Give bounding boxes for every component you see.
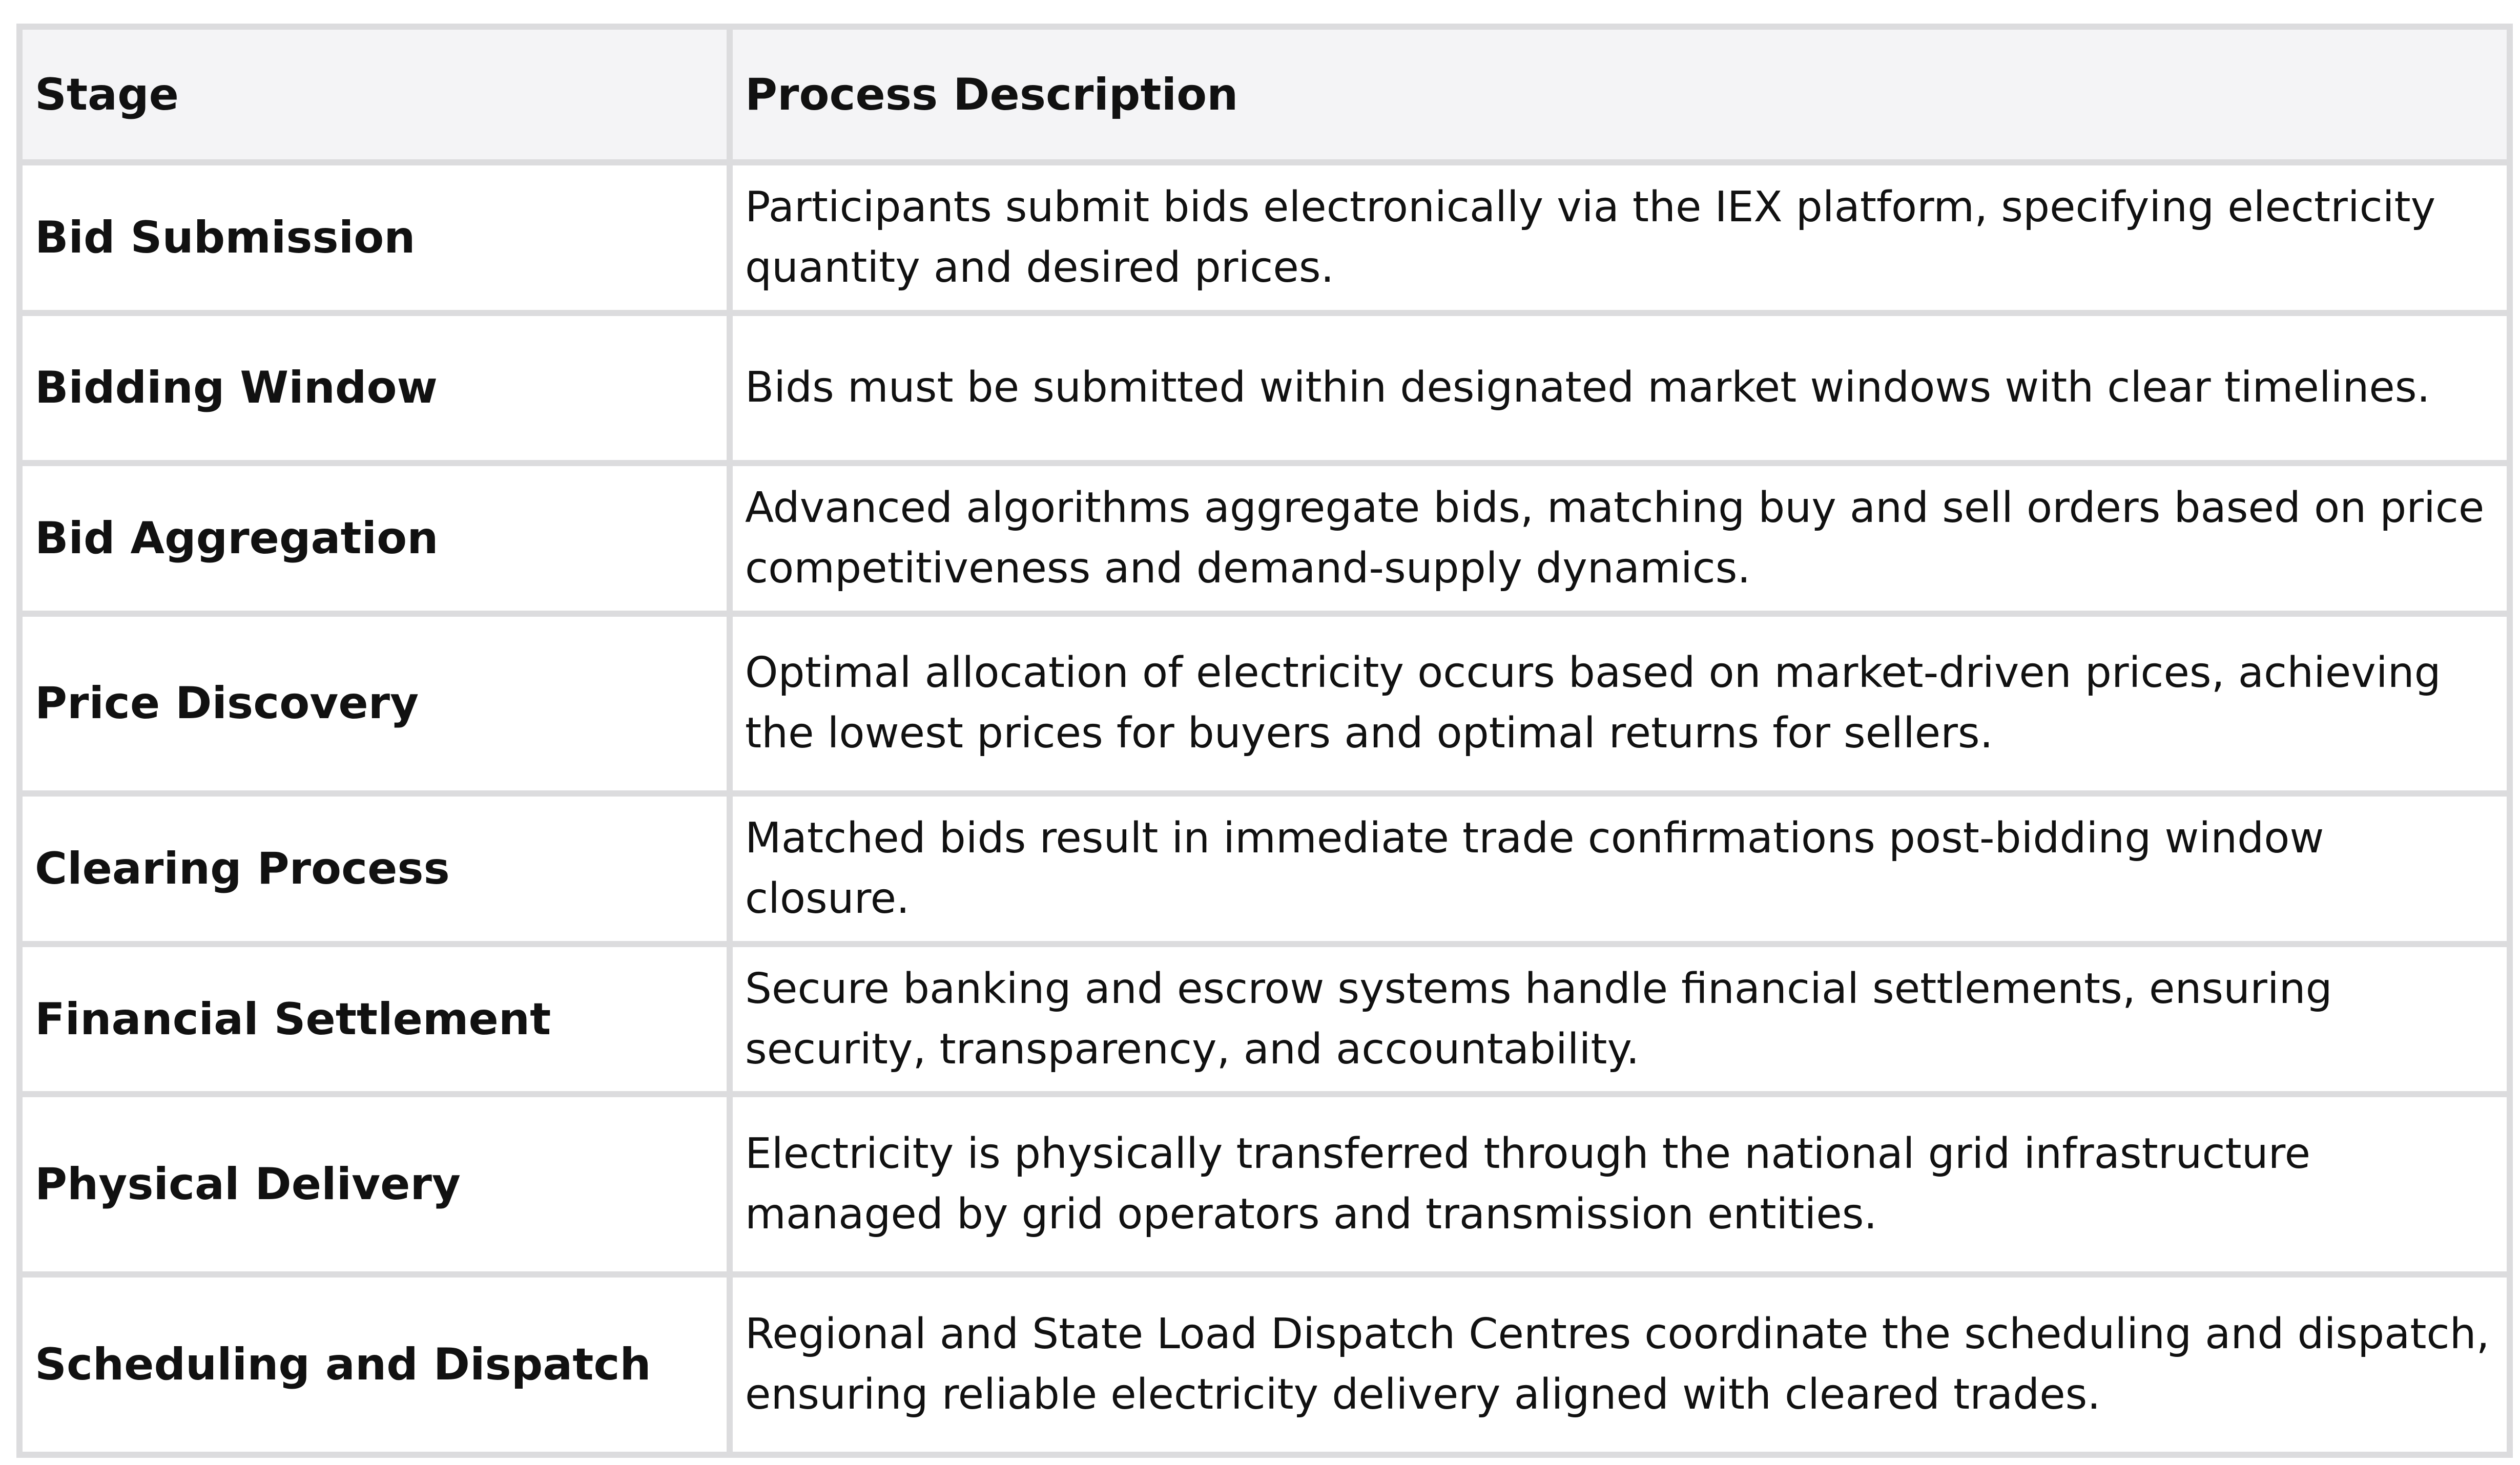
stage-cell: Bid Aggregation [19,463,730,614]
header-row [19,27,2510,162]
description-cell: Secure banking and escrow systems handle financial settlements, ensuring security, transparency, and accountability. [730,944,2510,1095]
description-cell: Advanced algorithms aggregate bids, matching buy and sell orders based on price competitiveness and demand-supply dynamics. [730,463,2510,614]
table-body [19,162,2510,1455]
stage-cell: Clearing Process [19,793,730,944]
stage-cell: Physical Delivery [19,1094,730,1274]
table-header [19,27,2510,162]
description-cell: Regional and State Load Dispatch Centres coordinate the scheduling and dispatch, ensuring reliable electricity delivery aligned with cleared trades. [730,1274,2510,1455]
table-row [19,944,2510,1095]
description-cell: Participants submit bids electronically via the IEX platform, specifying electricity quantity and desired prices. [730,162,2510,313]
column-header-description: Process Description [730,27,2510,162]
table-row [19,614,2510,794]
table-row [19,793,2510,944]
stage-cell: Price Discovery [19,614,730,794]
table-row [19,162,2510,313]
description-cell: Optimal allocation of electricity occurs based on market-driven prices, achieving the lowest prices for buyers and optimal returns for sellers. [730,614,2510,794]
stage-cell: Bidding Window [19,313,730,464]
description-cell: Bids must be submitted within designated market windows with clear timelines. [730,313,2510,464]
stage-cell: Bid Submission [19,162,730,313]
table-row [19,463,2510,614]
stage-cell: Financial Settlement [19,944,730,1095]
column-header-stage: Stage [19,27,730,162]
table-row [19,1094,2510,1274]
process-table [16,24,2513,1458]
table-row [19,313,2510,464]
table-row [19,1274,2510,1455]
description-cell: Electricity is physically transferred through the national grid infrastructure managed by grid operators and transmission entities. [730,1094,2510,1274]
description-cell: Matched bids result in immediate trade confirmations post-bidding window closure. [730,793,2510,944]
stage-cell: Scheduling and Dispatch [19,1274,730,1455]
process-table-container [16,24,2507,1458]
